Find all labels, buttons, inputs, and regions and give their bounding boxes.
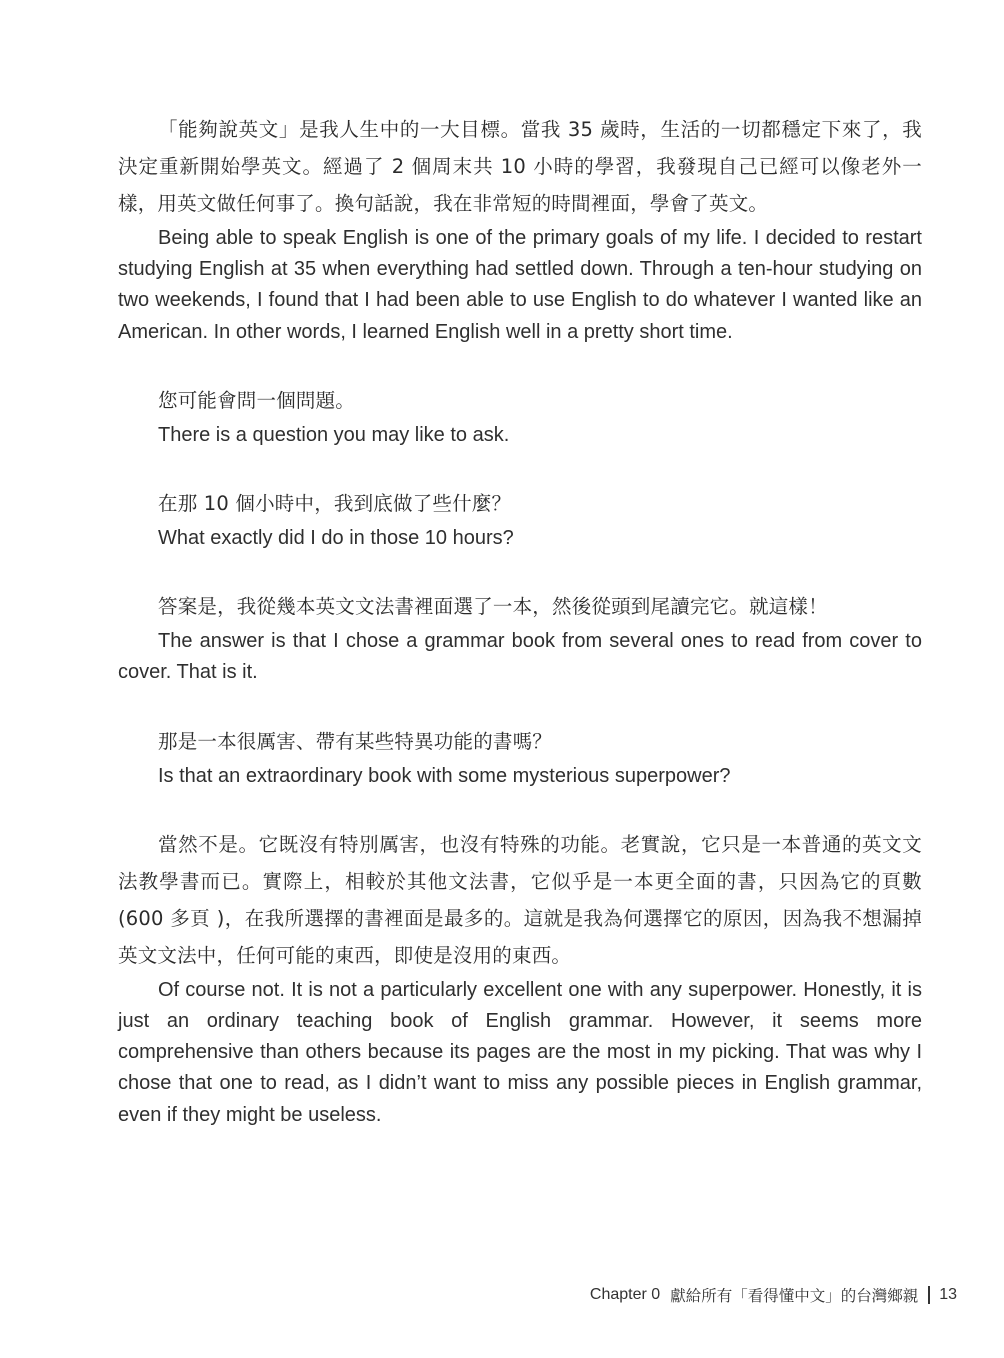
paragraph-zh-4: 答案是，我從幾本英文文法書裡面選了一本，然後從頭到尾讀完它。就這樣！ — [158, 595, 828, 619]
paragraph-zh-1: 「能夠說英文」是我人生中的一大目標。當我 35 歲時，生活的一切都穩定下來了，我決定重新開始學英文。經過了 2 個周末共 10 小時的學習，我發現自己已經可以像老外一樣，用英文做任何事了。換句話說，我在非常短的時間裡面，學會了英文。 — [118, 118, 922, 215]
paragraph-en-4: The answer is that I chose a grammar book from several ones to read from cover to cover. That is it. — [118, 630, 922, 684]
page-footer — [590, 1284, 957, 1306]
spacer — [118, 348, 922, 382]
spacer — [118, 451, 922, 485]
spacer — [118, 554, 922, 588]
spacer — [118, 689, 922, 723]
paragraph-zh-5: 那是一本很厲害、帶有某些特異功能的書嗎？ — [158, 729, 553, 753]
page-number: 13 — [939, 1286, 957, 1303]
footer-chapter: Chapter 0 — [589, 1286, 661, 1303]
paragraph-en-2: There is a question you may like to ask. — [158, 423, 510, 446]
paragraph-en-3: What exactly did I do in those 10 hours? — [158, 527, 514, 550]
paragraph-en-6: Of course not. It is not a particularly excellent one with any superpower. Honestly, it is just an ordinary teaching book of English grammar. However, it seems more comprehensive than others because its pages are the most in my picking. That was why I chose that one to read, as I didn’t want to miss any possible pieces in English grammar, even if they might be useless. — [118, 978, 922, 1126]
footer-divider — [928, 1286, 930, 1304]
paragraph-zh-3: 在那 10 個小時中，我到底做了些什麼？ — [158, 492, 512, 516]
footer-title: 獻給所有「看得懂中文」的台灣鄉親 — [670, 1287, 919, 1305]
paragraph-zh-6: 當然不是。它既沒有特別厲害，也沒有特殊的功能。老實說，它只是一本普通的英文文法教學書而已。實際上，相較於其他文法書，它似乎是一本更全面的書，只因為它的頁數 (600 多頁 )，在我所選擇的書裡面是最多的。這就是我為何選擇它的原因，因為我不想漏掉英文文法中，任何可能的東西，即使是沒用的東西。 — [118, 832, 922, 967]
paragraph-zh-2: 您可能會問一個問題。 — [158, 388, 356, 412]
spacer — [118, 792, 922, 826]
paragraph-en-1: Being able to speak English is one of the primary goals of my life. I decided to restart studying English at 35 when everything had settled down. Through a ten-hour studying on two weekends, I found that I had been able to use English to do whatever I wanted like an American. In other words, I learned English well in a pretty short time. — [118, 227, 922, 343]
paragraph-en-5: Is that an extraordinary book with some mysterious superpower? — [158, 764, 731, 787]
page-body — [118, 111, 922, 1131]
